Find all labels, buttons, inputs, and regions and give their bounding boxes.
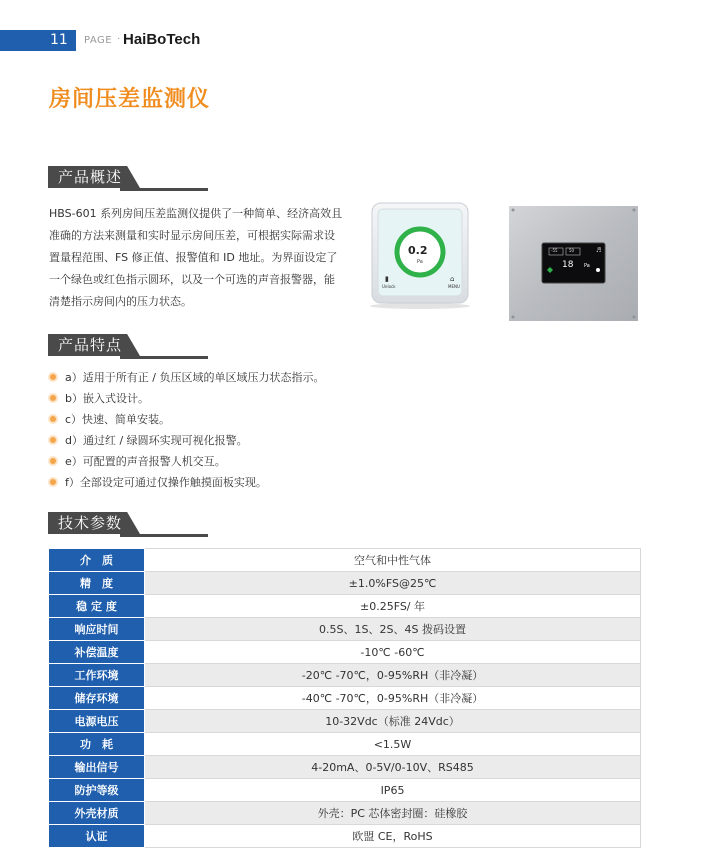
home-icon: ⌂ <box>450 275 455 283</box>
feature-item: f）全部设定可通过仅操作触摸面板实现。 <box>49 472 379 493</box>
table-row <box>49 595 641 618</box>
spec-key: 功 耗 <box>49 733 145 756</box>
spec-key: 稳 定 度 <box>49 595 145 618</box>
panel-unit: Pa <box>417 259 423 265</box>
section-header-features <box>48 334 160 359</box>
spec-value: <1.5W <box>145 733 641 756</box>
feature-item: e）可配置的声音报警人机交互。 <box>49 451 379 472</box>
page-word: PAGE <box>84 35 113 46</box>
brand-logo: HaiBoTech <box>123 31 201 48</box>
table-row <box>49 710 641 733</box>
spec-value: ±1.0%FS@25℃ <box>145 572 641 595</box>
spec-key: 防护等级 <box>49 779 145 802</box>
section-header-overview <box>48 166 160 191</box>
bullet-icon <box>50 437 56 443</box>
spec-value: 0.5S、1S、2S、4S 拨码设置 <box>145 618 641 641</box>
spec-value: IP65 <box>145 779 641 802</box>
spec-key: 精 度 <box>49 572 145 595</box>
spec-key: 认证 <box>49 825 145 848</box>
menu-label: MENU <box>448 284 460 289</box>
unlock-label: Unlock <box>382 284 396 289</box>
steel-value-1: -55 <box>551 248 558 253</box>
spec-key: 外壳材质 <box>49 802 145 825</box>
spec-value: -40℃ -70℃，0-95%RH（非冷凝） <box>145 687 641 710</box>
spec-key: 补偿温度 <box>49 641 145 664</box>
table-row <box>49 733 641 756</box>
table-row <box>49 549 641 572</box>
spec-value: 欧盟 CE，RoHS <box>145 825 641 848</box>
page-separator: · <box>117 34 121 45</box>
features-list <box>49 367 379 493</box>
table-row <box>49 572 641 595</box>
page-title: 房间压差监测仪 <box>49 87 211 112</box>
spec-value: -10℃ -60℃ <box>145 641 641 664</box>
section-header-specs <box>48 512 160 537</box>
table-row <box>49 664 641 687</box>
table-row <box>49 825 641 848</box>
panel-reading: 0.2 <box>408 244 428 257</box>
section-label: 产品特点 <box>58 336 123 354</box>
spec-key: 工作环境 <box>49 664 145 687</box>
table-row <box>49 618 641 641</box>
feature-item: d）通过红 / 绿圆环实现可视化报警。 <box>49 430 379 451</box>
spec-value: 4-20mA、0-5V/0-10V、RS485 <box>145 756 641 779</box>
steel-value-2: 50 <box>569 248 575 253</box>
spec-key: 储存环境 <box>49 687 145 710</box>
table-row <box>49 687 641 710</box>
feature-item: a）适用于所有正 / 负压区域的单区域压力状态指示。 <box>49 367 379 388</box>
bullet-icon <box>50 458 56 464</box>
bullet-icon <box>50 395 56 401</box>
speaker-icon: ♬ <box>596 247 602 254</box>
spec-key: 电源电压 <box>49 710 145 733</box>
spec-value: -20℃ -70℃，0-95%RH（非冷凝） <box>145 664 641 687</box>
lock-icon: ▮ <box>385 275 389 283</box>
page-number: 11 <box>50 32 68 48</box>
spec-value: ±0.25FS/ 年 <box>145 595 641 618</box>
section-label: 技术参数 <box>58 514 123 532</box>
spec-value: 外壳：PC 芯体密封圈：硅橡胶 <box>145 802 641 825</box>
feature-item: b）嵌入式设计。 <box>49 388 379 409</box>
spec-key: 响应时间 <box>49 618 145 641</box>
spec-table <box>49 548 641 848</box>
spec-value: 空气和中性气体 <box>145 549 641 572</box>
table-row <box>49 802 641 825</box>
steel-unit: Pa <box>584 263 590 269</box>
spec-key: 介 质 <box>49 549 145 572</box>
table-row <box>49 756 641 779</box>
feature-item: c）快速、简单安装。 <box>49 409 379 430</box>
steel-reading: 18 <box>562 260 574 270</box>
table-row <box>49 779 641 802</box>
bullet-icon <box>50 416 56 422</box>
bullet-icon <box>50 479 56 485</box>
bullet-icon <box>50 374 56 380</box>
overview-paragraph: HBS-601 系列房间压差监测仪提供了一种简单、经济高效且准确的方法来测量和实时显示房间压差，可根据实际需求设置量程范围、FS 修正值、报警值和 ID 地址。为界面设定了一个绿色或红色指示圆环，以及一个可选的声音报警器，能清楚指示房间内的压力状态。 <box>49 207 343 308</box>
device-image-panel <box>366 200 474 310</box>
spec-key: 输出信号 <box>49 756 145 779</box>
spec-value: 10-32Vdc（标准 24Vdc） <box>145 710 641 733</box>
table-row <box>49 641 641 664</box>
device-image-steel <box>509 206 638 321</box>
section-label: 产品概述 <box>58 168 123 186</box>
